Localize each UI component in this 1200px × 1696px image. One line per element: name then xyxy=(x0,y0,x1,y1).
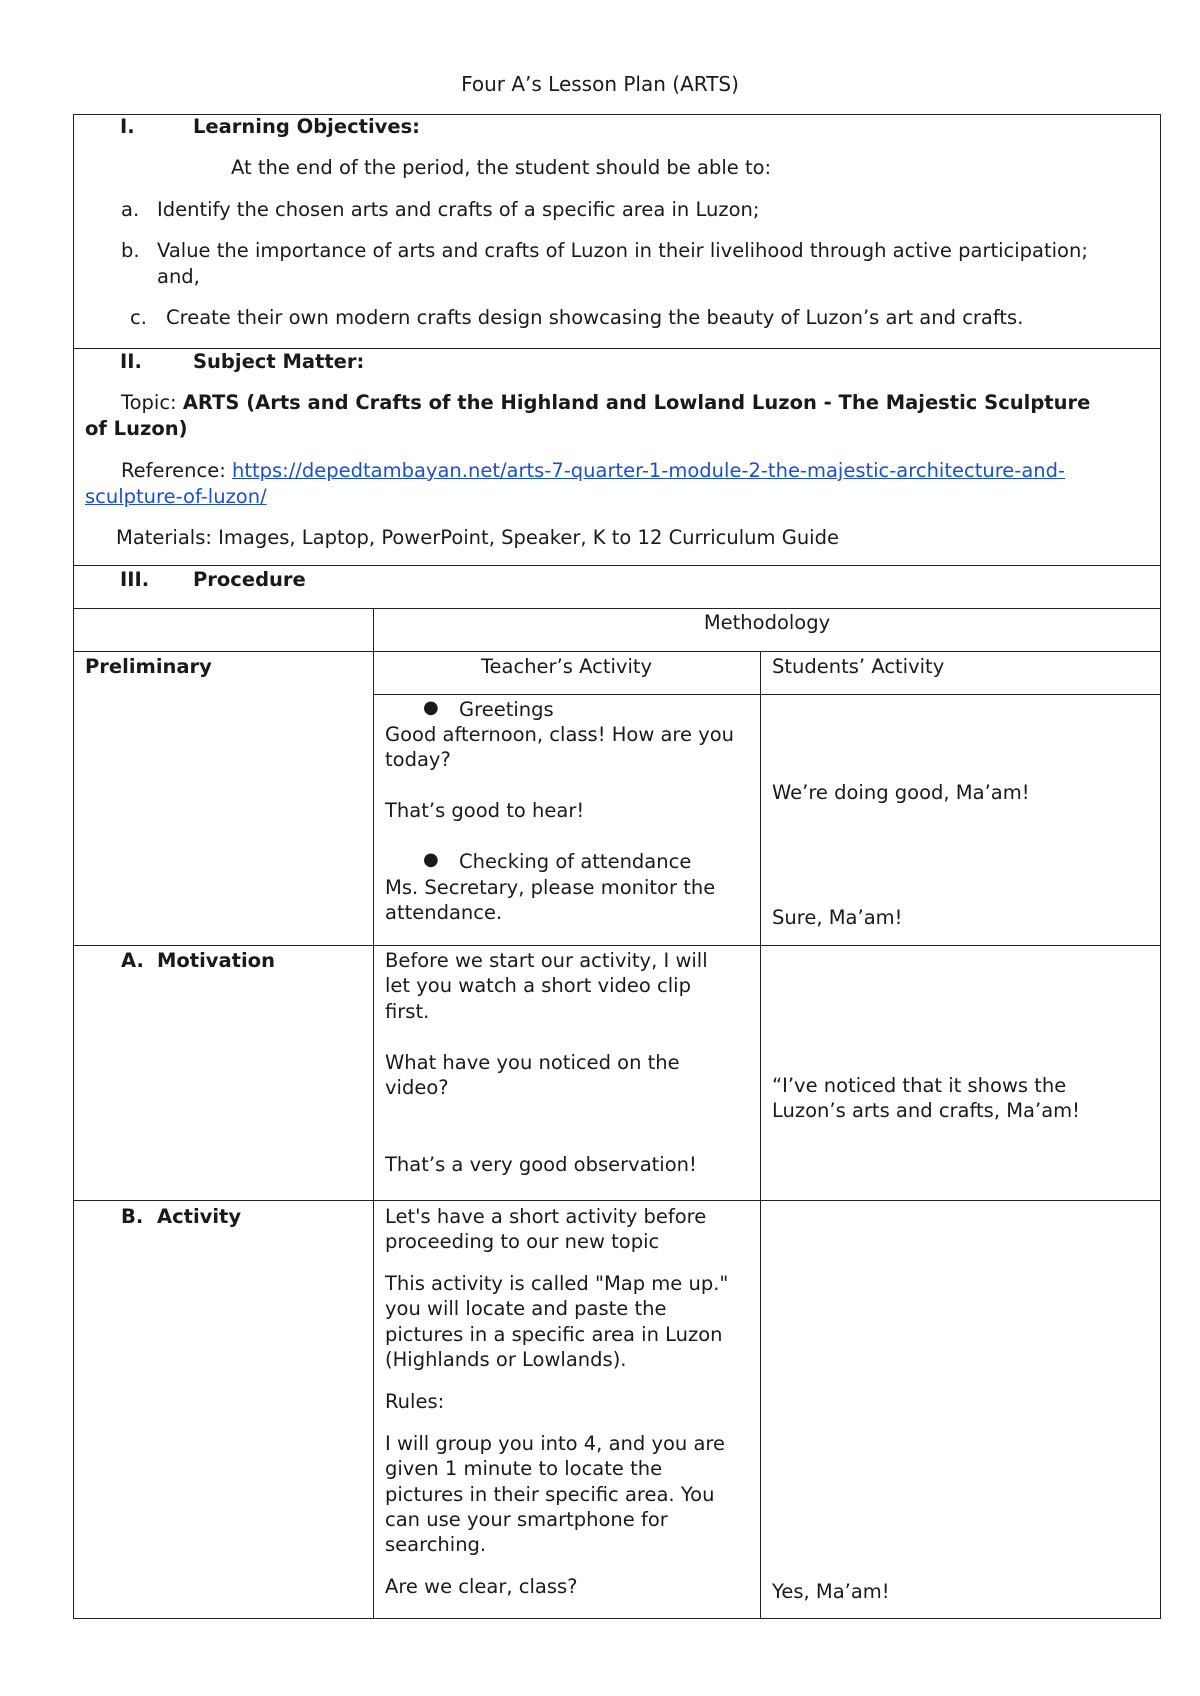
document-title: Four A’s Lesson Plan (ARTS) xyxy=(461,72,739,96)
teacher-text: Rules: xyxy=(385,1390,445,1413)
teacher-text: pictures in a specific area in Luzon xyxy=(385,1323,723,1346)
section-number: II. xyxy=(120,350,142,373)
section-heading-objectives: Learning Objectives: xyxy=(193,115,420,138)
motivation-label: Motivation xyxy=(157,949,275,972)
objective-item: Create their own modern crafts design showcasing the beauty of Luzon’s art and crafts. xyxy=(166,306,1024,329)
divider xyxy=(373,608,374,1619)
section-heading-procedure: Procedure xyxy=(193,568,306,591)
teacher-text: (Highlands or Lowlands). xyxy=(385,1348,627,1371)
objective-letter: a. xyxy=(121,198,140,221)
student-text: “I’ve noticed that it shows the xyxy=(772,1074,1067,1097)
teacher-text: attendance. xyxy=(385,901,503,924)
teacher-text: can use your smartphone for xyxy=(385,1508,668,1531)
topic-title: ARTS (Arts and Crafts of the Highland and Lowland Luzon - The Majestic Sculpture xyxy=(182,391,1091,414)
teacher-text: That’s good to hear! xyxy=(385,799,585,822)
topic-line xyxy=(121,390,1090,415)
teacher-text: proceeding to our new topic xyxy=(385,1230,660,1253)
reference-label: Reference: xyxy=(121,459,226,482)
teacher-text: I will group you into 4, and you are xyxy=(385,1432,726,1455)
objective-letter: b. xyxy=(121,239,140,262)
bullet-attendance: Checking of attendance xyxy=(459,850,692,873)
student-text: Yes, Ma’am! xyxy=(772,1580,890,1603)
teacher-text: Are we clear, class? xyxy=(385,1575,578,1598)
activity-label: Activity xyxy=(157,1205,242,1228)
objective-item: Value the importance of arts and crafts of Luzon in their livelihood through active participation; xyxy=(157,239,1088,262)
reference-link-continued[interactable]: sculpture-of-luzon/ xyxy=(85,485,267,508)
teacher-text: given 1 minute to locate the xyxy=(385,1457,663,1480)
teacher-text: first. xyxy=(385,1000,430,1023)
divider xyxy=(73,608,1161,609)
teacher-text: video? xyxy=(385,1076,449,1099)
student-text: Luzon’s arts and crafts, Ma’am! xyxy=(772,1099,1080,1122)
bullet-icon: ● xyxy=(423,697,439,718)
materials-line: Materials: Images, Laptop, PowerPoint, Speaker, K to 12 Curriculum Guide xyxy=(116,526,839,549)
objectives-intro: At the end of the period, the student should be able to: xyxy=(231,156,772,179)
step-letter: A. xyxy=(121,949,144,972)
teacher-text: you will locate and paste the xyxy=(385,1297,667,1320)
preliminary-label: Preliminary xyxy=(85,655,212,678)
divider xyxy=(73,565,1161,566)
teacher-text: Before we start our activity, I will xyxy=(385,949,708,972)
teacher-text: searching. xyxy=(385,1533,487,1556)
divider xyxy=(73,1200,1161,1201)
students-activity-header: Students’ Activity xyxy=(772,655,945,678)
bullet-icon: ● xyxy=(423,849,439,870)
teacher-text: This activity is called "Map me up." xyxy=(385,1272,729,1295)
teacher-text: What have you noticed on the xyxy=(385,1051,680,1074)
reference-link[interactable]: https://depedtambayan.net/arts-7-quarter-1-module-2-the-majestic-architecture-and- xyxy=(231,459,1066,482)
student-text: Sure, Ma’am! xyxy=(772,906,903,929)
teacher-text: today? xyxy=(385,748,451,771)
divider xyxy=(373,694,1161,695)
student-text: We’re doing good, Ma’am! xyxy=(772,781,1030,804)
objective-item: Identify the chosen arts and crafts of a specific area in Luzon; xyxy=(157,198,760,221)
objective-letter: c. xyxy=(130,306,147,329)
teacher-text: Good afternoon, class! How are you xyxy=(385,723,735,746)
section-number: III. xyxy=(120,568,150,591)
teacher-text: Ms. Secretary, please monitor the xyxy=(385,876,716,899)
step-letter: B. xyxy=(121,1205,144,1228)
teacher-text: That’s a very good observation! xyxy=(385,1153,697,1176)
section-heading-subject: Subject Matter: xyxy=(193,350,365,373)
methodology-header: Methodology xyxy=(703,611,831,634)
teacher-text: let you watch a short video clip xyxy=(385,974,691,997)
topic-label: Topic: xyxy=(121,391,177,414)
topic-title-continued: of Luzon) xyxy=(85,417,188,440)
divider xyxy=(73,651,1161,652)
teacher-text: pictures in their specific area. You xyxy=(385,1483,715,1506)
section-number: I. xyxy=(120,115,135,138)
bullet-greetings: Greetings xyxy=(459,698,554,721)
objective-item-continued: and, xyxy=(157,265,200,288)
reference-line xyxy=(121,458,1065,483)
teacher-activity-header: Teacher’s Activity xyxy=(480,655,653,678)
teacher-text: Let's have a short activity before xyxy=(385,1205,707,1228)
divider xyxy=(73,945,1161,946)
divider xyxy=(760,651,761,1619)
